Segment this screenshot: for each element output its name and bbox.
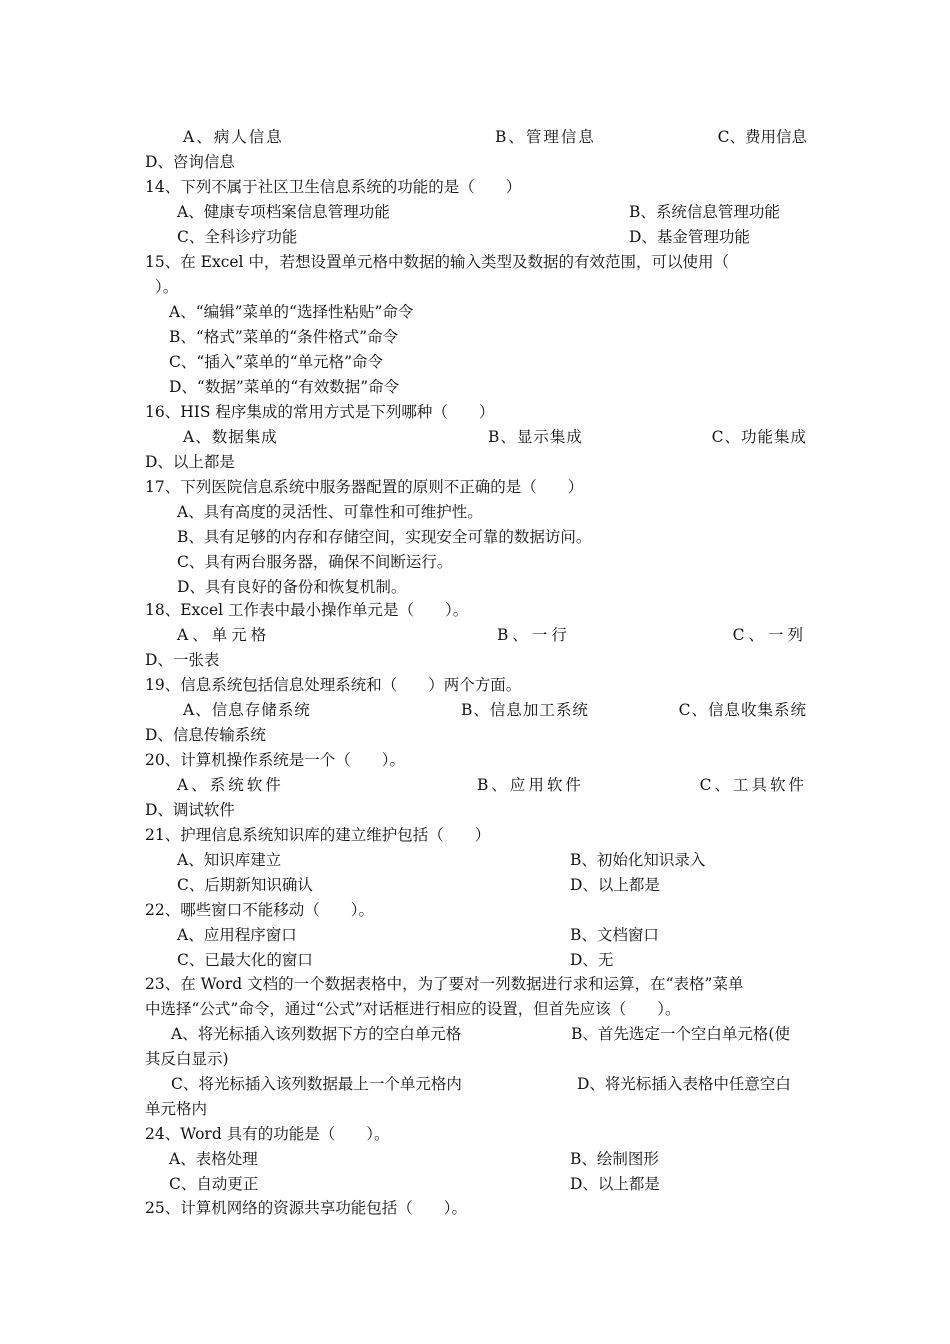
stem-text: 14、下列不属于社区卫生信息系统的功能的是（ ） bbox=[145, 178, 522, 196]
option-row bbox=[145, 1172, 807, 1197]
question-16-stem bbox=[145, 400, 807, 425]
question-17-stem bbox=[145, 475, 807, 500]
question-22-stem bbox=[145, 898, 807, 923]
option-row bbox=[145, 325, 807, 350]
question-21-stem bbox=[145, 823, 807, 848]
option-row bbox=[145, 923, 807, 948]
stem-text: 24、Word 具有的功能是（ ）。 bbox=[145, 1125, 390, 1143]
option-c: C、工具软件 bbox=[699, 776, 807, 794]
option-a: A、知识库建立 bbox=[177, 851, 282, 869]
option-row bbox=[145, 1072, 807, 1097]
option-b: B、文档窗口 bbox=[570, 926, 659, 944]
option-row bbox=[145, 125, 807, 150]
option-row bbox=[145, 225, 807, 250]
option-a: A、系统软件 bbox=[177, 776, 284, 794]
option-a: A、将光标插入该列数据下方的空白单元格 bbox=[171, 1025, 462, 1043]
option-a: A、健康专项档案信息管理功能 bbox=[177, 203, 390, 221]
option-d: D、以上都是 bbox=[570, 1175, 660, 1193]
option-row bbox=[145, 425, 807, 450]
option-d-cont: 单元格内 bbox=[145, 1100, 208, 1118]
option-row bbox=[145, 698, 807, 723]
option-d: D、一张表 bbox=[145, 651, 220, 669]
option-b: B、系统信息管理功能 bbox=[629, 203, 780, 221]
option-b: B、一行 bbox=[497, 626, 571, 644]
question-20-stem bbox=[145, 748, 807, 773]
option-a: A、数据集成 bbox=[183, 428, 278, 446]
stem-text: 15、在 Excel 中，若想设置单元格中数据的输入类型及数据的有效范围，可以使用（ bbox=[145, 253, 729, 271]
option-c: C、将光标插入该列数据最上一个单元格内 bbox=[171, 1075, 462, 1093]
option-row bbox=[145, 150, 807, 175]
option-c: C、具有两台服务器，确保不间断运行。 bbox=[177, 553, 453, 571]
option-c: C、一列 bbox=[732, 626, 807, 644]
option-row bbox=[145, 623, 807, 648]
option-b: B、绘制图形 bbox=[570, 1150, 659, 1168]
option-b: B、管理信息 bbox=[495, 128, 596, 146]
option-d: D、无 bbox=[570, 951, 614, 969]
option-row bbox=[145, 723, 807, 748]
option-b: B、“格式”菜单的“条件格式”命令 bbox=[169, 328, 399, 346]
option-c: C、功能集成 bbox=[711, 428, 807, 446]
option-row bbox=[145, 648, 807, 673]
question-15-stem-cont bbox=[145, 275, 807, 300]
question-24-stem bbox=[145, 1122, 807, 1147]
stem-text: ）。 bbox=[155, 278, 179, 296]
option-c: C、费用信息 bbox=[717, 128, 807, 146]
option-c: C、全科诊疗功能 bbox=[177, 228, 298, 246]
stem-text: 18、Excel 工作表中最小操作单元是（ ）。 bbox=[145, 601, 469, 619]
option-row bbox=[145, 1147, 807, 1172]
option-d: D、以上都是 bbox=[145, 453, 235, 471]
option-b: B、具有足够的内存和存储空间，实现安全可靠的数据访问。 bbox=[177, 528, 592, 546]
option-b-cont: 其反白显示) bbox=[145, 1050, 229, 1068]
stem-text: 20、计算机操作系统是一个（ ）。 bbox=[145, 751, 405, 769]
option-b: B、显示集成 bbox=[488, 428, 583, 446]
option-a: A、单元格 bbox=[177, 626, 271, 644]
option-row bbox=[145, 1022, 807, 1047]
question-25-stem bbox=[145, 1196, 807, 1221]
question-18-stem bbox=[145, 598, 807, 623]
option-row bbox=[145, 873, 807, 898]
stem-text: 21、护理信息系统知识库的建立维护包括（ ） bbox=[145, 826, 491, 844]
stem-text: 23、在 Word 文档的一个数据表格中，为了要对一列数据进行求和运算，在“表格”菜单 bbox=[145, 975, 744, 993]
question-14-stem bbox=[145, 175, 807, 200]
option-c: C、信息收集系统 bbox=[678, 701, 807, 719]
option-b: B、初始化知识录入 bbox=[570, 851, 706, 869]
option-d: D、将光标插入表格中任意空白 bbox=[577, 1075, 791, 1093]
option-c: C、自动更正 bbox=[169, 1175, 259, 1193]
option-d: D、具有良好的备份和恢复机制。 bbox=[177, 578, 407, 596]
option-d: D、“数据”菜单的“有效数据”命令 bbox=[169, 378, 400, 396]
question-19-stem bbox=[145, 673, 807, 698]
option-a: A、“编辑”菜单的“选择性粘贴”命令 bbox=[169, 303, 414, 321]
option-row bbox=[145, 1097, 807, 1122]
option-d: D、以上都是 bbox=[570, 876, 660, 894]
stem-text: 16、HIS 程序集成的常用方式是下列哪种（ ） bbox=[145, 403, 495, 421]
option-row bbox=[145, 798, 807, 823]
option-row bbox=[145, 550, 807, 575]
option-row bbox=[145, 525, 807, 550]
stem-text: 中选择“公式”命令，通过“公式”对话框进行相应的设置，但首先应该（ ）。 bbox=[145, 1000, 681, 1018]
option-a: A、信息存储系统 bbox=[183, 701, 311, 719]
option-row bbox=[145, 948, 807, 973]
stem-text: 19、信息系统包括信息处理系统和（ ）两个方面。 bbox=[145, 676, 522, 694]
stem-text: 22、哪些窗口不能移动（ ）。 bbox=[145, 901, 374, 919]
option-row bbox=[145, 350, 807, 375]
option-c: C、“插入”菜单的“单元格”命令 bbox=[169, 353, 384, 371]
option-row bbox=[145, 848, 807, 873]
question-23-stem bbox=[145, 972, 807, 997]
option-c: C、后期新知识确认 bbox=[177, 876, 313, 894]
stem-text: 25、计算机网络的资源共享功能包括（ ）。 bbox=[145, 1199, 467, 1217]
option-row bbox=[145, 375, 807, 400]
option-row bbox=[145, 1047, 807, 1072]
option-a: A、病人信息 bbox=[183, 128, 284, 146]
option-c: C、已最大化的窗口 bbox=[177, 951, 313, 969]
option-a: A、具有高度的灵活性、可靠性和可维护性。 bbox=[177, 503, 483, 521]
option-d: D、基金管理功能 bbox=[629, 228, 750, 246]
option-row bbox=[145, 200, 807, 225]
option-row bbox=[145, 500, 807, 525]
option-a: A、应用程序窗口 bbox=[177, 926, 297, 944]
option-d: D、咨询信息 bbox=[145, 153, 235, 171]
option-a: A、表格处理 bbox=[169, 1150, 258, 1168]
option-row bbox=[145, 450, 807, 475]
option-d: D、信息传输系统 bbox=[145, 726, 266, 744]
question-23-stem-cont bbox=[145, 997, 807, 1022]
option-d: D、调试软件 bbox=[145, 801, 235, 819]
option-row bbox=[145, 575, 807, 600]
option-b: B、应用软件 bbox=[477, 776, 584, 794]
stem-text: 17、下列医院信息系统中服务器配置的原则不正确的是（ ） bbox=[145, 478, 584, 496]
option-row bbox=[145, 300, 807, 325]
question-15-stem bbox=[145, 250, 807, 275]
option-b: B、首先选定一个空白单元格(使 bbox=[571, 1025, 790, 1043]
option-row bbox=[145, 773, 807, 798]
option-b: B、信息加工系统 bbox=[461, 701, 589, 719]
